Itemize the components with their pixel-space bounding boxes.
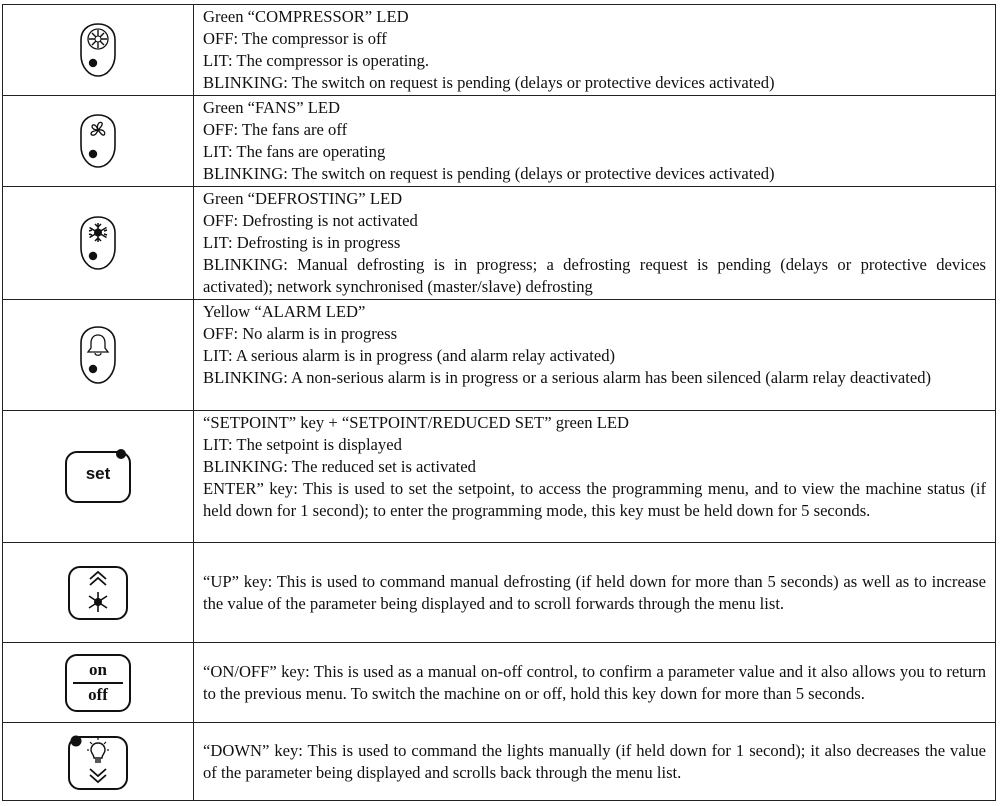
state-blinking: BLINKING: Manual defrosting is in progress; a defrosting request is pending (delays or protective devices activated); network synchronised (master/slave) defrosting [203,255,986,296]
icon-cell [3,723,194,801]
icon-cell [3,5,194,96]
icon-cell [3,643,194,723]
set-key-icon [65,451,131,503]
set-key-label: set [85,463,111,483]
off-label: off [88,684,108,704]
description-cell [194,411,996,543]
table-row [3,411,996,543]
alarm-led-icon [78,324,118,386]
table-row [3,187,996,300]
table-row [3,5,996,96]
state-blinking: BLINKING: The switch on request is pending (delays or protective devices activated) [203,73,775,92]
defrost-led-icon [78,214,118,272]
description-cell [194,5,996,96]
up-key-description: “UP” key: This is used to command manual defrosting (if held down for more than 5 seconds) as well as to increase the value of the parameter being displayed and to scroll forwards through the menu list. [203,571,986,613]
state-blinking: BLINKING: A non-serious alarm is in progress or a serious alarm has been silenced (alarm relay deactivated) [203,368,932,387]
icon-cell [3,300,194,411]
table-row [3,723,996,801]
row-title: Green “FANS” LED [203,98,341,117]
icon-cell [3,187,194,300]
on-label: on [89,659,107,679]
description-cell [194,96,996,187]
description-cell [194,187,996,300]
up-key-icon [67,565,129,621]
icon-cell [3,96,194,187]
row-title: Yellow “ALARM LED” [203,302,366,321]
state-lit: LIT: Defrosting is in progress [203,233,401,252]
state-lit: LIT: The fans are operating [203,142,386,161]
icon-cell [3,411,194,543]
state-lit: LIT: The setpoint is displayed [203,435,402,454]
state-off: OFF: The fans are off [203,120,348,139]
table-row [3,543,996,643]
table-row [3,300,996,411]
row-title: Green “COMPRESSOR” LED [203,7,409,26]
on-off-key-description: “ON/OFF” key: This is used as a manual on-off control, to confirm a parameter value and it also allows you to return to the previous menu. To switch the machine on or off, hold this key down for more than 5 seconds. [203,661,986,703]
table-row [3,96,996,187]
description-cell [194,543,996,643]
state-off: OFF: No alarm is in progress [203,324,398,343]
enter-description: ENTER” key: This is used to set the setpoint, to access the programming menu, and to view the machine status (if held down for 1 second); to enter the programming mode, this key must be held down for 5 seconds. [203,479,986,520]
state-off: OFF: The compressor is off [203,29,387,48]
compressor-led-icon [78,21,118,79]
description-cell [194,723,996,801]
key-divider [73,682,123,684]
legend-table [2,4,996,801]
row-title: Green “DEFROSTING” LED [203,189,403,208]
down-key-icon [65,731,131,793]
state-lit: LIT: A serious alarm is in progress (and alarm relay activated) [203,346,616,365]
description-cell [194,643,996,723]
setpoint-led-icon [116,449,126,459]
on-off-key-icon [65,654,131,712]
fans-led-icon [78,112,118,170]
state-blinking: BLINKING: The switch on request is pending (delays or protective devices activated) [203,164,775,183]
state-lit: LIT: The compressor is operating. [203,51,430,70]
state-blinking: BLINKING: The reduced set is activated [203,457,476,476]
description-cell [194,300,996,411]
down-key-description: “DOWN” key: This is used to command the lights manually (if held down for 1 second); it also decreases the value of the parameter being displayed and scrolls back through the menu list. [203,740,986,782]
table-row [3,643,996,723]
icon-cell [3,543,194,643]
row-title: “SETPOINT” key + “SETPOINT/REDUCED SET” green LED [203,413,629,432]
state-off: OFF: Defrosting is not activated [203,211,418,230]
